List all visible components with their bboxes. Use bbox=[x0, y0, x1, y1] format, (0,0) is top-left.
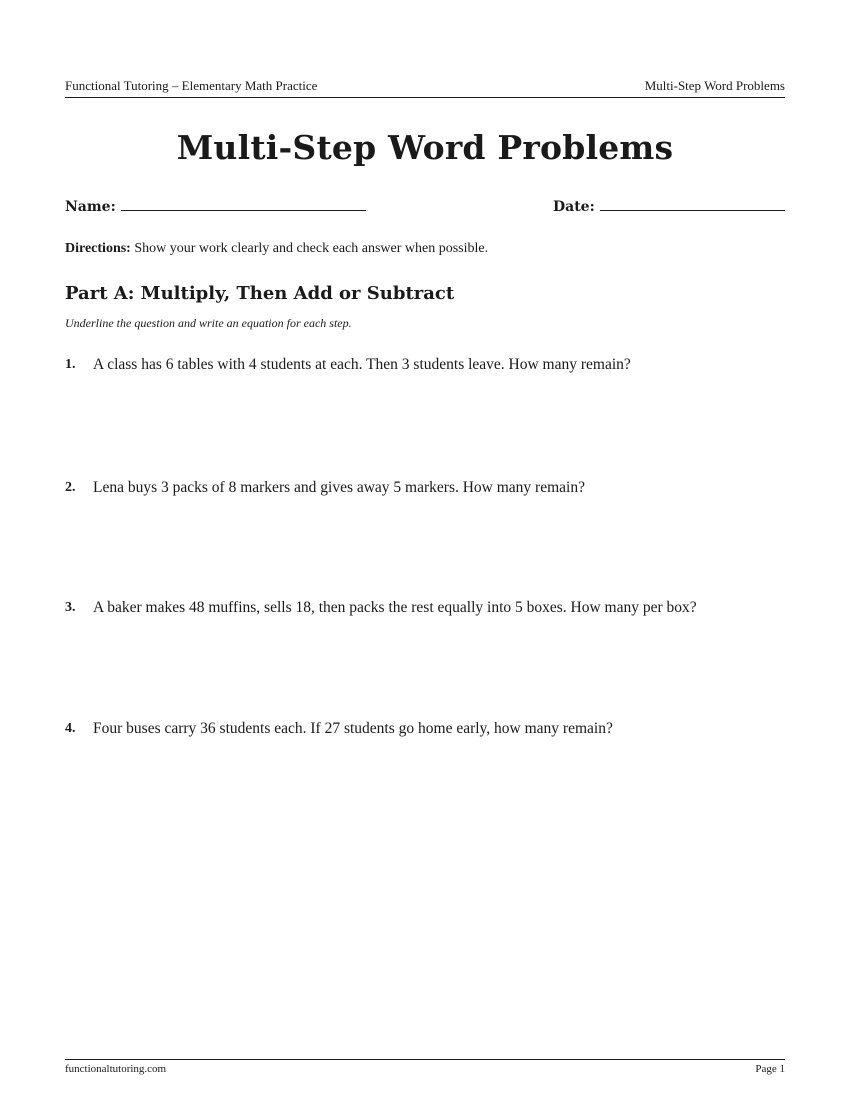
problem-number: 4. bbox=[65, 721, 76, 736]
worksheet-page bbox=[65, 0, 785, 1100]
directions-label: Directions: bbox=[65, 241, 131, 256]
problem-text: Lena buys 3 packs of 8 markers and gives away 5 markers. How many remain? bbox=[93, 479, 585, 496]
problem-number: 2. bbox=[65, 480, 76, 495]
problem-text: A class has 6 tables with 4 students at each. Then 3 students leave. How many remain? bbox=[93, 356, 631, 373]
problem-text: A baker makes 48 muffins, sells 18, then packs the rest equally into 5 boxes. How many per box? bbox=[93, 599, 697, 616]
name-label: Name: bbox=[65, 199, 116, 215]
problem-number: 3. bbox=[65, 600, 76, 615]
section-heading: Part A: Multiply, Then Add or Subtract bbox=[65, 283, 455, 304]
student-info-row bbox=[65, 197, 785, 217]
page-number: Page 1 bbox=[755, 1063, 785, 1075]
header-divider bbox=[65, 97, 785, 98]
section-instructions: Underline the question and write an equation for each step. bbox=[65, 316, 352, 330]
problem-text: Four buses carry 36 students each. If 27 students go home early, how many remain? bbox=[93, 720, 613, 737]
date-field bbox=[553, 197, 785, 216]
directions bbox=[65, 240, 785, 258]
header-right-text: Multi-Step Word Problems bbox=[644, 78, 785, 93]
page-title: Multi-Step Word Problems bbox=[176, 128, 674, 167]
date-blank-line bbox=[600, 197, 785, 211]
name-field bbox=[65, 197, 366, 216]
problem-number: 1. bbox=[65, 357, 76, 372]
footer-website: functionaltutoring.com bbox=[65, 1063, 167, 1075]
header-left-text: Functional Tutoring – Elementary Math Practice bbox=[65, 78, 318, 93]
footer-divider bbox=[65, 1059, 785, 1060]
date-label: Date: bbox=[553, 199, 595, 215]
name-blank-line bbox=[121, 197, 366, 211]
directions-text: Show your work clearly and check each answer when possible. bbox=[134, 241, 489, 256]
page-footer bbox=[65, 1062, 785, 1076]
running-header bbox=[65, 78, 785, 94]
